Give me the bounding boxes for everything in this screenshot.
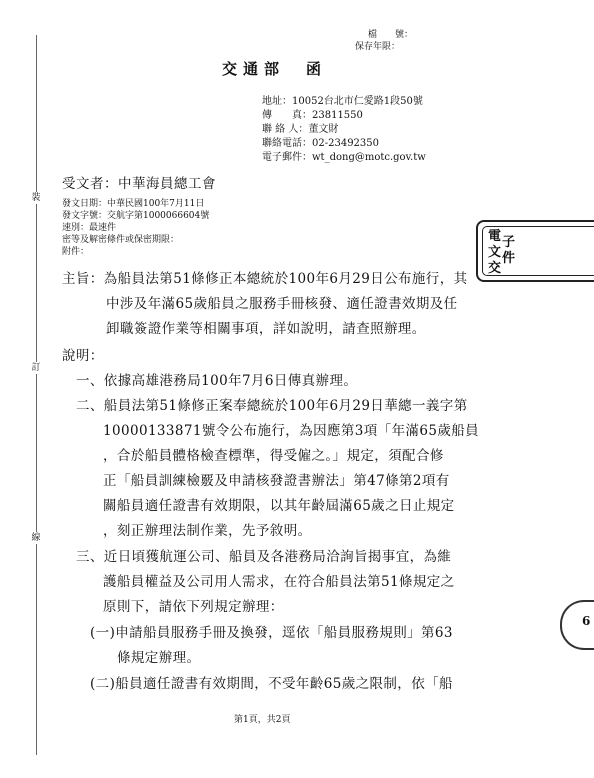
round-stamp	[560, 600, 594, 650]
document-number: 發文字號：交航字第1000066604號	[62, 211, 210, 221]
retention-period-label: 保存年限：	[355, 42, 401, 52]
explanation-sub-1-line-2: 條規定辦理。	[117, 650, 201, 666]
subject-line-2: 中涉及年滿65歲船員之服務手冊核發、適任證書效期及任	[106, 296, 458, 312]
explanation-item-3-line-3: 原則下，請依下列規定辦理：	[103, 599, 284, 615]
subject-line-1: 主旨：為船員法第51條修正本總統於100年6月29日公布施行，其	[62, 271, 468, 287]
explanation-item-2-line-4: 正「船員訓練檢覈及申請核發證書辦法」第47條第2項有	[103, 473, 450, 489]
sender-contact: 聯 絡 人：董文財	[262, 124, 339, 135]
seal-char-4: 件	[502, 251, 516, 266]
sender-address: 地址：10052台北市仁愛路1段50號	[262, 96, 423, 107]
seal-char-3: 文	[488, 245, 502, 260]
explanation-item-2-line-1: 二、船員法第51條修正案奉總統於100年6月29日華總一義字第	[76, 398, 468, 414]
binding-line	[36, 35, 37, 755]
binding-label-xian: 線	[31, 533, 41, 543]
file-number-label: 檔 號：	[368, 30, 414, 40]
subject-line-3: 卸職簽證作業等相關事項，詳如說明，請查照辦理。	[106, 321, 426, 337]
document-title: 交通部 函	[222, 60, 328, 78]
speed-class: 速別：最速件	[62, 223, 117, 233]
attachment: 附件：	[62, 247, 90, 257]
sender-fax: 傳 真：23811550	[262, 110, 363, 121]
explanation-item-3-line-1: 三、近日頃獲航運公司、船員及各港務局洽詢旨揭事宜，為維	[76, 549, 452, 565]
explanation-item-2-line-5: 關船員適任證書有效期限，以其年齡屆滿65歲之日止規定	[103, 498, 455, 514]
explanation-item-2-line-2: 10000133871號令公布施行，為因應第3項「年滿65歲船員	[103, 423, 480, 439]
sender-phone: 聯絡電話：02-23492350	[262, 138, 380, 149]
explanation-sub-2-line-1: (二)船員適任證書有效期間，不受年齡65歲之限制，依「船	[90, 676, 453, 692]
recipient: 受文者：中華海員總工會	[62, 176, 216, 192]
seal-char-5: 交	[488, 261, 502, 276]
round-stamp-char: 6	[582, 614, 591, 628]
secrecy-level: 密等及解密條件或保密期限：	[62, 235, 180, 245]
page-number-footer: 第1頁，共2頁	[234, 715, 291, 725]
electronic-document-seal	[476, 220, 594, 282]
issue-date: 發文日期：中華民國100年7月11日	[62, 199, 205, 209]
seal-char-1: 電	[488, 229, 502, 244]
binding-label-ding: 訂	[31, 363, 41, 373]
explanation-sub-1-line-1: (一)申請船員服務手冊及換發，逕依「船員服務規則」第63	[90, 625, 453, 641]
sender-email: 電子郵件：wt_dong@motc.gov.tw	[262, 152, 426, 163]
explanation-item-1: 一、依據高雄港務局100年7月6日傳真辦理。	[76, 373, 358, 389]
explanation-item-3-line-2: 護船員權益及公司用人需求，在符合船員法第51條規定之	[103, 574, 455, 590]
explanation-heading: 說明：	[62, 348, 104, 364]
seal-char-2: 子	[502, 235, 516, 250]
binding-label-zhuang: 裝	[31, 193, 41, 203]
explanation-item-2-line-6: ，刻正辦理法制作業，先予敘明。	[103, 523, 312, 539]
explanation-item-2-line-3: ，合於船員體格檢查標準，得受僱之。」規定，須配合修	[103, 448, 444, 464]
